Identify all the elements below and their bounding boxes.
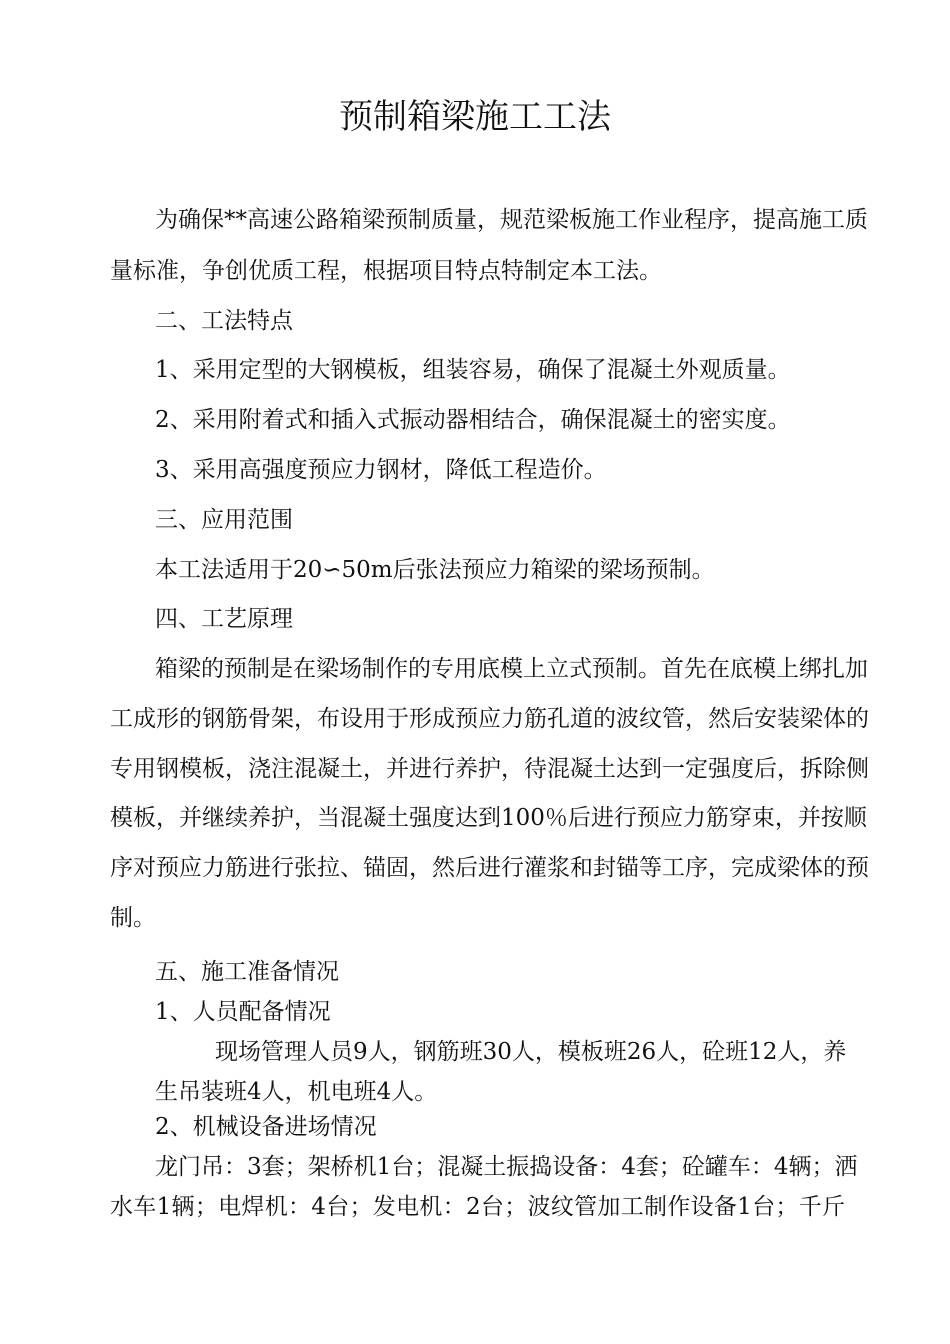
equipment-line-1: 龙门吊：3套；架桥机1台；混凝土振捣设备：4套；砼罐车：4辆；洒 — [155, 1154, 858, 1180]
document-title: 预制箱梁施工工法 — [339, 97, 611, 137]
section-2-heading: 二、工法特点 — [155, 308, 293, 334]
equipment-line-2: 水车1辆；电焊机：4台；发电机：2台；波纹管加工制作设备1台；千斤 — [110, 1194, 845, 1220]
feature-item-2: 2、采用附着式和插入式振动器相结合，确保混凝土的密实度。 — [155, 407, 791, 433]
staff-line-2: 生吊装班4人，机电班4人。 — [155, 1079, 438, 1105]
principle-line-2: 工成形的钢筋骨架，布设用于形成预应力筋孔道的波纹管，然后安装梁体的 — [110, 706, 869, 732]
principle-line-1: 箱梁的预制是在梁场制作的专用底模上立式预制。首先在底模上绑扎加 — [155, 656, 868, 682]
feature-item-3: 3、采用高强度预应力钢材，降低工程造价。 — [155, 457, 607, 483]
subsection-equipment-heading: 2、机械设备进场情况 — [155, 1114, 377, 1140]
intro-line-2: 量标准，争创优质工程，根据项目特点特制定本工法。 — [110, 258, 662, 284]
principle-line-3: 专用钢模板，浇注混凝土，并进行养护，待混凝土达到一定强度后，拆除侧 — [110, 756, 869, 782]
principle-line-4: 模板，并继续养护，当混凝土强度达到100％后进行预应力筋穿束，并按顺 — [110, 805, 867, 831]
staff-line-1: 现场管理人员9人，钢筋班30人，模板班26人，砼班12人，养 — [215, 1039, 847, 1065]
scope-text: 本工法适用于20∽50m后张法预应力箱梁的梁场预制。 — [155, 557, 715, 583]
principle-line-5: 序对预应力筋进行张拉、锚固，然后进行灌浆和封锚等工序，完成梁体的预 — [110, 855, 869, 881]
section-4-heading: 四、工艺原理 — [155, 606, 293, 632]
section-5-heading: 五、施工准备情况 — [155, 959, 339, 985]
principle-line-6: 制。 — [110, 905, 156, 931]
subsection-staff-heading: 1、人员配备情况 — [155, 999, 331, 1025]
intro-line-1: 为确保**高速公路箱梁预制质量，规范梁板施工作业程序，提高施工质 — [155, 207, 868, 233]
feature-item-1: 1、采用定型的大钢模板，组装容易，确保了混凝土外观质量。 — [155, 357, 791, 383]
section-3-heading: 三、应用范围 — [155, 507, 293, 533]
